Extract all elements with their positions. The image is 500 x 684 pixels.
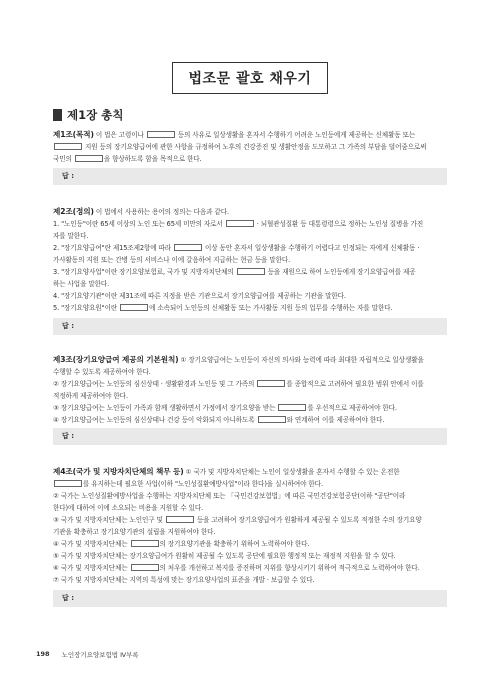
article-text: ③ 장기요양급여는 노인등이 가족과 함께 생활하면서 가정에서 장기요양을 받는	[53, 404, 278, 412]
article-text: 한다)에 대하여 이에 소요되는 비용을 지원할 수 있다.	[53, 504, 204, 512]
book-title: 노인장기요양보험법 Ⅳ부록	[61, 651, 139, 659]
article-line	[53, 490, 447, 502]
fill-in-blank[interactable]	[278, 404, 306, 411]
article-line	[53, 266, 447, 278]
article-line	[53, 538, 447, 550]
article-text: 를 유지하는데 필요한 사업(이하 "노인성질환예방사업"이라 한다)을 실시하여야 한다.	[83, 480, 323, 488]
article-text: 의 처우를 개선하고 복지를 증진하며 지위를 향상시키기 위하여 적극적으로 노력하여야 한다.	[159, 564, 420, 572]
article-text: ① 국가 및 지방자치단체는 노인이 일상생활을 혼자서 수행할 수 있는 온전한	[183, 468, 400, 476]
article-text: 를 종합적으로 고려하여 필요한 범위 안에서 이를	[286, 380, 424, 388]
answer-label: 답 :	[62, 594, 74, 602]
article-text: ② 국가는 노인성질환예방사업을 수행하는 지방자치단체 또는 「국민건강보험법」에 따른 국민건강보험공단(이하 "공단"이라	[53, 492, 406, 500]
article-1	[53, 129, 447, 165]
article-text: 에 소속되어 노인등의 신체활동 또는 가사활동 지원 등의 업무를 수행하는 자를 말한다.	[149, 304, 393, 312]
article-line	[53, 574, 447, 586]
article-3	[53, 354, 447, 426]
article-heading: 제2조(정의)	[53, 207, 94, 216]
fill-in-blank[interactable]	[237, 268, 265, 275]
article-line	[53, 366, 447, 378]
article-line	[53, 354, 447, 366]
article-text: 이 법에서 사용하는 용어의 정의는 다음과 같다.	[93, 208, 229, 216]
article-line	[53, 502, 447, 514]
square-bullet-icon	[53, 109, 62, 121]
article-line	[53, 526, 447, 538]
article-text: ⑦ 국가 및 지방자치단체는 지역의 특성에 맞는 장기요양사업의 표준을 개발 · 보급할 수 있다.	[53, 576, 315, 584]
fill-in-blank[interactable]	[120, 304, 148, 311]
article-line	[53, 290, 447, 302]
answer-box-1[interactable]	[53, 168, 447, 185]
article-text: 자를 말한다.	[53, 232, 89, 240]
article-text: 이 법은 고령이나	[93, 131, 146, 139]
article-line	[53, 206, 447, 218]
article-line	[53, 402, 447, 414]
article-4	[53, 466, 447, 586]
article-text: 기관을 확충하고 장기요양기관의 설립을 지원하여야 한다.	[53, 528, 216, 536]
article-line	[53, 562, 447, 574]
article-text: 가사활동의 지원 또는 간병 등의 서비스나 이에 갈음하여 지급하는 현금 등을 말한다.	[53, 256, 291, 264]
article-text: 하는 사업을 말한다.	[53, 280, 110, 288]
article-line	[53, 378, 447, 390]
article-text: 1. "노인등"이란 65세 이상의 노인 또는 65세 미만의 자로서	[53, 220, 225, 228]
article-text: ① 장기요양급여는 노인등이 자신의 의사와 능력에 따라 최대한 자립적으로 일상생활을	[178, 356, 424, 364]
article-text: 등의 사유로 일상생활을 혼자서 수행하기 어려운 노인등에게 제공하는 신체활동 또는	[175, 131, 416, 139]
article-line	[53, 390, 447, 402]
fill-in-blank[interactable]	[147, 131, 175, 138]
answer-box-4[interactable]	[53, 590, 447, 607]
article-line	[53, 414, 447, 426]
page-title: 법조문 괄호 채우기	[172, 62, 329, 94]
article-line	[53, 466, 447, 478]
article-line	[53, 514, 447, 526]
article-line	[53, 230, 447, 242]
article-line	[53, 153, 447, 165]
article-line	[53, 242, 447, 254]
fill-in-blank[interactable]	[166, 516, 194, 523]
article-text: 등을 고려하여 장기요양급여가 원활하게 제공될 수 있도록 적정한 수의 장기요양	[194, 516, 422, 524]
answer-label: 답 :	[62, 322, 74, 330]
article-text: 3. "장기요양사업"이란 장기요양보험료, 국가 및 지방자치단체의	[53, 268, 236, 276]
article-text: 를 우선적으로 제공하여야 한다.	[307, 404, 397, 412]
article-text: 국민의	[53, 155, 74, 163]
article-text: · 뇌혈관성질환 등 대통령령으로 정하는 노인성 질병을 가진	[254, 220, 424, 228]
article-line	[53, 302, 447, 314]
article-text: ④ 국가 및 지방자치단체는	[53, 540, 130, 548]
article-heading: 제4조(국가 및 지방자치단체의 책무 등)	[53, 467, 184, 476]
article-text: ④ 장기요양급여는 노인등의 심신상태나 건강 등이 악화되지 아니하도록	[53, 416, 257, 424]
article-line	[53, 218, 447, 230]
fill-in-blank[interactable]	[131, 564, 159, 571]
article-text: 5. "장기요양요원"이란	[53, 304, 120, 312]
fill-in-blank[interactable]	[257, 380, 285, 387]
article-text: ⑤ 국가 및 지방자치단체는 장기요양급여가 원활히 제공될 수 있도록 공단에 필요한 행정적 또는 재정적 지원을 할 수 있다.	[53, 552, 396, 560]
answer-box-3[interactable]	[53, 428, 447, 445]
fill-in-blank[interactable]	[75, 155, 103, 162]
article-line	[53, 478, 447, 490]
article-text: 적정하게 제공하여야 한다.	[53, 392, 128, 400]
article-text: ② 장기요양급여는 노인등의 심신상태 · 생활환경과 노인등 및 그 가족의	[53, 380, 257, 388]
article-heading: 제1조(목적)	[53, 130, 94, 139]
article-2	[53, 206, 447, 314]
article-line	[53, 141, 447, 153]
fill-in-blank[interactable]	[258, 416, 286, 423]
article-text: ⑥ 국가 및 지방자치단체는	[53, 564, 130, 572]
chapter-heading	[53, 107, 123, 123]
fill-in-blank[interactable]	[54, 143, 82, 150]
page-number: 198	[36, 650, 50, 658]
article-text: 수행할 수 있도록 제공하여야 한다.	[53, 368, 151, 376]
fill-in-blank[interactable]	[54, 480, 82, 487]
article-text: 지원 등의 장기요양급여에 관한 사항을 규정하여 노후의 건강증진 및 생활안정을 도모하고 그 가족의 부담을 덜어줌으로써	[83, 143, 427, 151]
article-text: 을 향상하도록 함을 목적으로 한다.	[103, 155, 202, 163]
title-area	[0, 62, 500, 94]
article-line	[53, 550, 447, 562]
article-line	[53, 254, 447, 266]
chapter-label: 제1장 총칙	[67, 108, 124, 122]
fill-in-blank[interactable]	[174, 244, 202, 251]
article-text: 이상 동안 혼자서 일상생활을 수행하기 어렵다고 인정되는 자에게 신체활동 ·	[203, 244, 420, 252]
article-text: 의 장기요양기관을 확충하기 위하여 노력하여야 한다.	[159, 540, 310, 548]
article-text: 4. "장기요양기관"이란 제31조에 따른 지정을 받은 기관으로서 장기요양급여를 제공하는 기관을 말한다.	[53, 292, 346, 300]
fill-in-blank[interactable]	[131, 540, 159, 547]
article-text: ③ 국가 및 지방자치단체는 노인인구 및	[53, 516, 165, 524]
answer-label: 답 :	[62, 172, 74, 180]
fill-in-blank[interactable]	[226, 220, 254, 227]
article-text: 2. "장기요양급여"란 제15조제2항에 따라	[53, 244, 173, 252]
article-heading: 제3조(장기요양급여 제공의 기본원칙)	[53, 355, 179, 364]
article-text: 등을 재원으로 하여 노인등에게 장기요양급여를 제공	[265, 268, 416, 276]
answer-box-2[interactable]	[53, 318, 447, 335]
article-text: 와 연계하여 이를 제공하여야 한다.	[286, 416, 385, 424]
article-line	[53, 278, 447, 290]
page-footer	[36, 650, 139, 659]
article-line	[53, 129, 447, 141]
answer-label: 답 :	[62, 432, 74, 440]
